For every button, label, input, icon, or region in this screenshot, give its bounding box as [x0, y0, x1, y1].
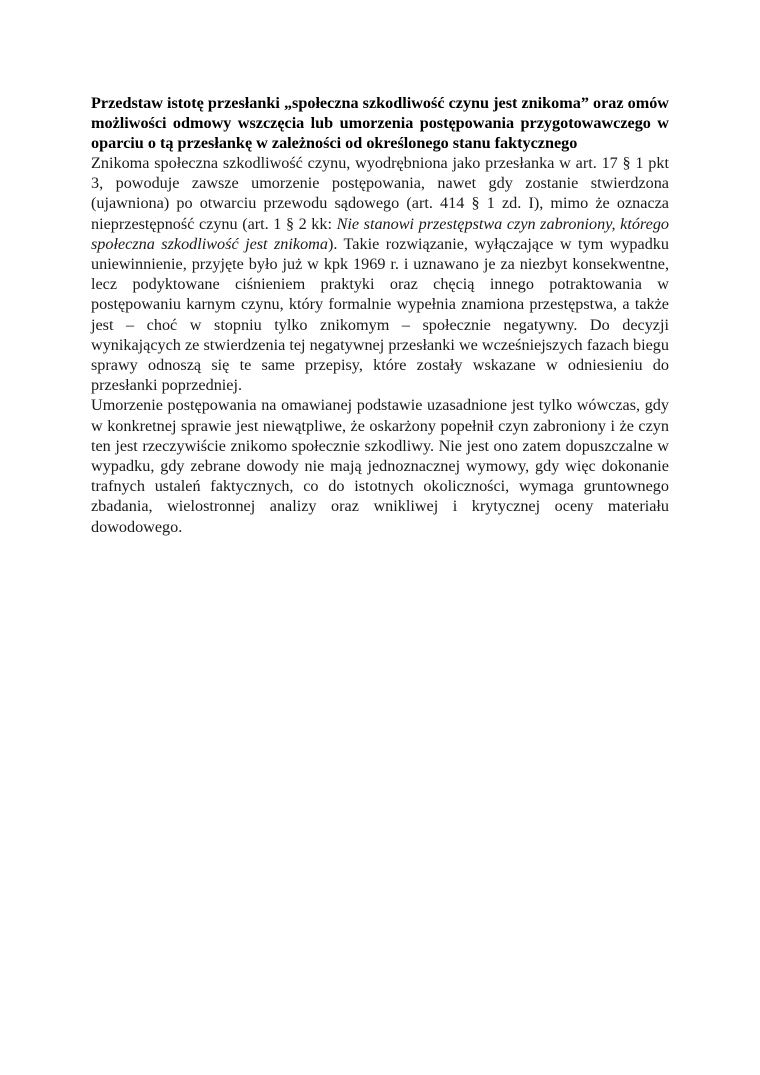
- document-page: [91, 93, 669, 537]
- paragraph-2: Umorzenie postępowania na omawianej podstawie uzasadnione jest tylko wówczas, gdy w konkretnej sprawie jest niewątpliwe, że oskarżony popełnił czyn zabroniony i że czyn ten jest rzeczywiście znikomo społecznie szkodliwy. Nie jest ono zatem dopuszczalne w wypadku, gdy zebrane dowody nie mają jednoznacznej wymowy, gdy więc dokonanie trafnych ustaleń faktycznych, co do istotnych okoliczności, wymaga gruntownego zbadania, wielostronnej analizy oraz wnikliwej i krytycznej oceny materiału dowodowego.: [91, 396, 669, 536]
- paragraph-1: [91, 153, 669, 395]
- paragraph-1-text-after: ). Takie rozwiązanie, wyłączające w tym wypadku uniewinnienie, przyjęte było już w kpk 1969 r. i uznawano je za niezbyt konsekwentne, lecz podyktowane ciśnieniem praktyki oraz chęcią innego potraktowania w postępowaniu karnym czynu, który formalnie wypełnia znamiona przestępstwa, a także jest – choć w stopniu tylko znikomym – społecznie negatywny. Do decyzji wynikających ze stwierdzenia tej negatywnej przesłanki we wcześniejszych fazach biegu sprawy odnoszą się te same przepisy, które zostały wskazane w odniesieniu do przesłanki poprzedniej.: [91, 234, 669, 395]
- question-heading: Przedstaw istotę przesłanki „społeczna szkodliwość czynu jest znikoma” oraz omów możliwości odmowy wszczęcia lub umorzenia postępowania przygotowawczego w oparciu o tą przesłankę w zależności od określonego stanu faktycznego: [91, 94, 669, 152]
- paragraph-1-quote: Nie stanowi przestępstwa czyn zabroniony, którego społeczna szkodliwość jest znikoma: [91, 214, 670, 253]
- paragraph-1-text-before: Znikoma społeczna szkodliwość czynu, wyodrębniona jako przesłanka w art. 17 § 1 pkt 3, powoduje zawsze umorzenie postępowania, nawet gdy zostanie stwierdzona (ujawniona) po otwarciu przewodu sądowego (art. 414 § 1 zd. I), mimo że oznacza nieprzestępność czynu (art. 1 § 2 kk:: [91, 154, 669, 233]
